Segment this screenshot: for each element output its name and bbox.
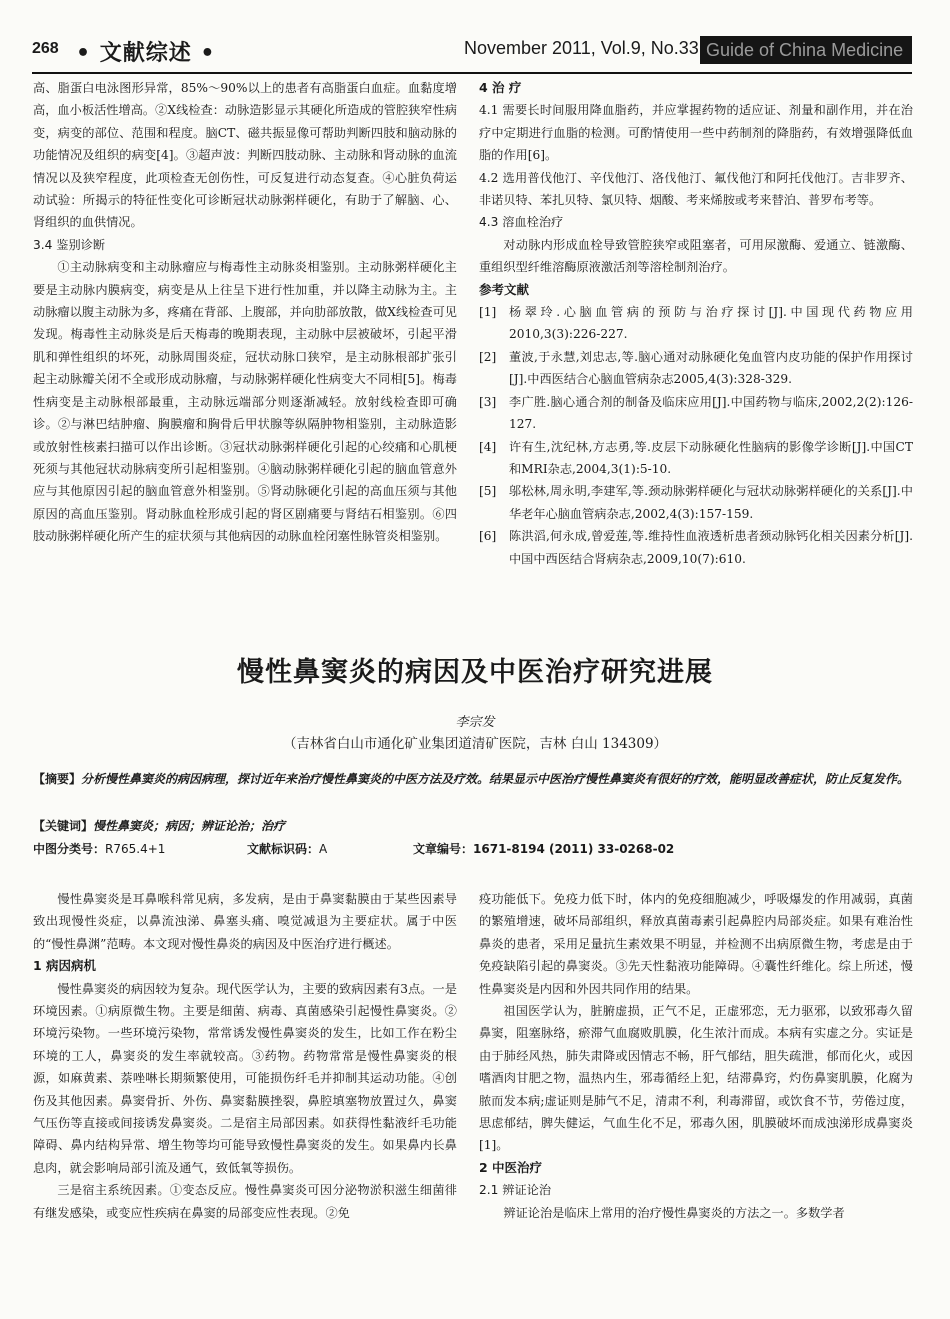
paragraph: 4.2 选用普伐他汀、辛伐他汀、洛伐他汀、氟伐他汀和阿托伐他汀。吉非罗齐、非诺贝特、苯扎贝特、氯贝特、烟酸、考来烯胺或考来替泊、普罗布考等。: [479, 170, 913, 208]
abstract: [33, 768, 913, 790]
section-heading: 4 治 疗: [479, 80, 522, 95]
abstract-label: 【摘要】: [33, 772, 82, 786]
paragraph: 高、脂蛋白电泳图形异常，85%～90%以上的患者有高脂蛋白血症。血黏度增高，血小板活性增高。②X线检查：动脉造影显示其硬化所造成的管腔狭窄性病变，病变的部位、范围和程度。脑CT、磁共振显像可帮助判断四肢和脑动脉的功能情况及组织的病变[4]。③超声波：判断四肢动脉、主动脉和肾动脉的血流情况以及狭窄程度，此项检查无创伤性，可反复进行动态复查。④心脏负荷运动试验：所揭示的特征性变化可诊断冠状动脉粥样硬化，有助于了解脑、心、肾组织的血供情况。: [33, 81, 457, 230]
reference-item: [6] 陈洪滔,何永成,曾爱莲,等.维持性血液透析患者颈动脉钙化相关因素分析[J].中国中西医结合肾病杂志,2009,10(7):610.: [479, 529, 913, 566]
subsection-heading: 3.4 鉴别诊断: [33, 237, 106, 252]
prev-article-left-column: [33, 77, 457, 548]
page-number: 268: [32, 40, 59, 57]
keywords: [33, 815, 913, 837]
subsection-heading: 4.3 溶血栓治疗: [479, 215, 564, 230]
issue-info: November 2011, Vol.9, No.33: [464, 38, 699, 58]
paragraph: 三是宿主系统因素。①变态反应。慢性鼻窦炎可因分泌物淤积滋生细菌徘有继发感染，或变应性疾病在鼻窦的局部变应性表现。②免: [33, 1183, 457, 1220]
paragraph: 4.1 需要长时间服用降血脂药，并应掌握药物的适应证、剂量和副作用，并在治疗中定期进行血脂的检测。可酌情使用一些中药制剂的降脂药，有效增强降低血脂的作用[6]。: [479, 103, 913, 163]
running-header: [32, 36, 912, 70]
reference-item: [5] 邬松林,周永明,李建军,等.颈动脉粥样硬化与冠状动脉粥样硬化的关系[J].中华老年心脑血管病杂志,2002,4(3):157-159.: [479, 484, 913, 521]
journal-banner: Guide of China Medicine: [700, 36, 912, 64]
section-heading: 1 病因病机: [33, 958, 97, 974]
abstract-text: 分析慢性鼻窦炎的病因病理，探讨近年来治疗慢性鼻窦炎的中医方法及疗效。结果显示中医治疗慢性鼻窦炎有很好的疗效，能明显改善症状，防止反复发作。: [81, 772, 910, 786]
paragraph: 疫功能低下。免疫力低下时，体内的免疫细胞减少，呼吸爆发的作用减弱，真菌的繁殖增速，破坏局部组织，释放真菌毒素引起鼻腔内局部炎症。如果有难治性鼻炎的患者，采用足量抗生素效果不明显，并检测不出病原微生物，考虑是由于免疫缺陷引起的鼻窦炎。③先天性黏液功能障碍。④囊性纤维化。综上所述，慢性鼻窦炎是内因和外因共同作用的结果。: [479, 892, 913, 996]
keywords-text: 慢性鼻窦炎；病因；辨证论治；治疗: [93, 819, 286, 833]
article-title: 慢性鼻窦炎的病因及中医治疗研究进展: [237, 657, 713, 688]
article-author: 李宗发: [455, 715, 495, 730]
classification-value: R765.4+1: [105, 842, 166, 856]
keywords-label: 【关键词】: [33, 819, 94, 833]
reference-item: [1] 杨翠玲.心脑血管病的预防与治疗探讨[J].中国现代药物应用2010,3(3):226-227.: [479, 305, 913, 342]
reference-item: [4] 许有生,沈纪林,方志勇,等.皮层下动脉硬化性脑病的影像学诊断[J].中国CT和MRI杂志,2004,3(1):5-10.: [479, 439, 913, 476]
article-affiliation: （吉林省白山市通化矿业集团道清矿医院，吉林 白山 134309）: [282, 736, 668, 752]
subsection-heading: 2.1 辨证论治: [479, 1183, 552, 1198]
paragraph: 慢性鼻窦炎的病因较为复杂。现代医学认为，主要的致病因素有3点。一是环境因素。①病原微生物。主要是细菌、病毒、真菌感染引起慢性鼻窦炎。②环境污染物。一些环境污染物，常常诱发慢性鼻窦炎的发生，比如工作在粉尘环境的工人，鼻窦炎的发生率就较高。③药物。药物常常是慢性鼻窦炎的根源，如麻黄素、萘唑啉长期频繁使用，可能损伤纤毛并抑制其运动功能。④创伤及其他因素。鼻窦骨折、外伤、鼻窦黏膜挫裂，鼻腔填塞物放置过久，鼻窦气压伤等直接或间接诱发鼻窦炎。二是宿主局部因素。如获得性黏液纤毛功能障碍、鼻内结构异常、增生物等均可能导致慢性鼻窦炎的发生。如果鼻内长鼻息肉，就会影响局部引流及通气，致低氧等损伤。: [33, 981, 457, 1175]
reference-list: [479, 301, 913, 570]
paragraph: 对动脉内形成血栓导致管腔狭窄或阻塞者，可用尿激酶、爱通立、链激酶、重组织型纤维溶酶原液激活剂等溶栓制剂治疗。: [479, 237, 913, 275]
document-code: 文献标识码：A: [247, 842, 328, 856]
body-right-column: [479, 888, 913, 1224]
section-label: • 文献综述 •: [76, 41, 216, 66]
body-left-column: [33, 888, 457, 1224]
classification-number: 中图分类号：R765.4+1: [33, 842, 166, 856]
reference-item: [2] 董波,于永慧,刘忠志,等.脑心通对动脉硬化兔血管内皮功能的保护作用探讨[J].中西医结合心脑血管病杂志2005,4(3):328-329.: [479, 349, 913, 387]
article-number: 文章编号：1671-8194 (2011) 33-0268-02: [413, 842, 675, 856]
paragraph: ①主动脉病变和主动脉瘤应与梅毒性主动脉炎相鉴别。主动脉粥样硬化主要是主动脉内膜病变，病变是从上往呈下进行性加重，并以降主动脉为主。主动脉瘤以腹主动脉为多，疼痛在背部、上腹部，并向肋部放散，做X线检查可见发现。梅毒性主动脉炎是后天梅毒的晚期表现，主动脉中层被破坏，引起平滑肌和弹性组织的坏死，动脉周围炎症，冠状动脉口狭窄，是主动脉根部扩张引起主动脉瓣关闭不全或形成动脉瘤，与动脉粥样硬化性病变大不同相[5]。梅毒性病变是主动脉根部最重，主动脉远端部分则逐渐减轻。放射线检查即可确诊。②与淋巴结肿瘤、胸膜瘤和胸骨后甲状腺等纵隔肿物相鉴别，主动脉造影或放射性核素扫描可以作出诊断。③冠状动脉粥样硬化引起的心绞痛和心肌梗死须与其他冠状动脉病变所引起相鉴别。④脑动脉粥样硬化引起的脑血管意外应与其他原因引起的脑血管意外相鉴别。⑤肾动脉硬化引起的高血压须与其他原因的高血压鉴别。肾动脉血栓形成引起的肾区剧痛要与肾结石相鉴别。⑥四肢动脉粥样硬化所产生的症状须与其他病因的动脉血栓闭塞性脉管炎相鉴别。: [33, 260, 457, 544]
document-code-value: A: [319, 842, 328, 856]
paragraph: 辨证论治是临床上常用的治疗慢性鼻窦炎的方法之一。多数学者: [503, 1205, 845, 1220]
paragraph: 祖国医学认为，脏腑虚损，正气不足，正虚邪恋，无力驱邪，以致邪毒久留鼻窦，阻塞脉络，瘀滞气血腐败肌膜，化生浓汁而成。本病有实虚之分。实证是由于肺经风热，肺失肃降或因情志不畅，肝气郁结，胆失疏泄，郁而化火，或因嗜酒肉甘肥之物，温热内生，邪毒循经上犯，结滞鼻窍，灼伤鼻窦肌膜，化腐为脓而发本病;虚证则是肺气不足，清肃不利，利毒滞留，或饮食不节，劳倦过度，思虑郁结，脾失健运，气血生化不足，邪毒久困，肌膜破坏而成浊涕形成鼻窦炎[1]。: [479, 1004, 913, 1153]
section-heading: 2 中医治疗: [479, 1159, 543, 1175]
references-heading: 参考文献: [479, 281, 530, 297]
paragraph: 慢性鼻窦炎是耳鼻喉科常见病，多发病，是由于鼻窦黏膜由于某些因素导致出现慢性炎症，以鼻流浊涕、鼻塞头痛、嗅觉减退为主要症状。属于中医的“慢性鼻渊”范畴。本文现对慢性鼻炎的病因及中医治疗进行概述。: [33, 892, 457, 951]
reference-item: [3] 李广胜.脑心通合剂的制备及临床应用[J].中国药物与临床,2002,2(2):126-127.: [479, 394, 913, 432]
article-number-value: 1671-8194 (2011) 33-0268-02: [473, 842, 675, 856]
header-rule: [32, 72, 912, 74]
prev-article-right-column: [479, 77, 913, 570]
